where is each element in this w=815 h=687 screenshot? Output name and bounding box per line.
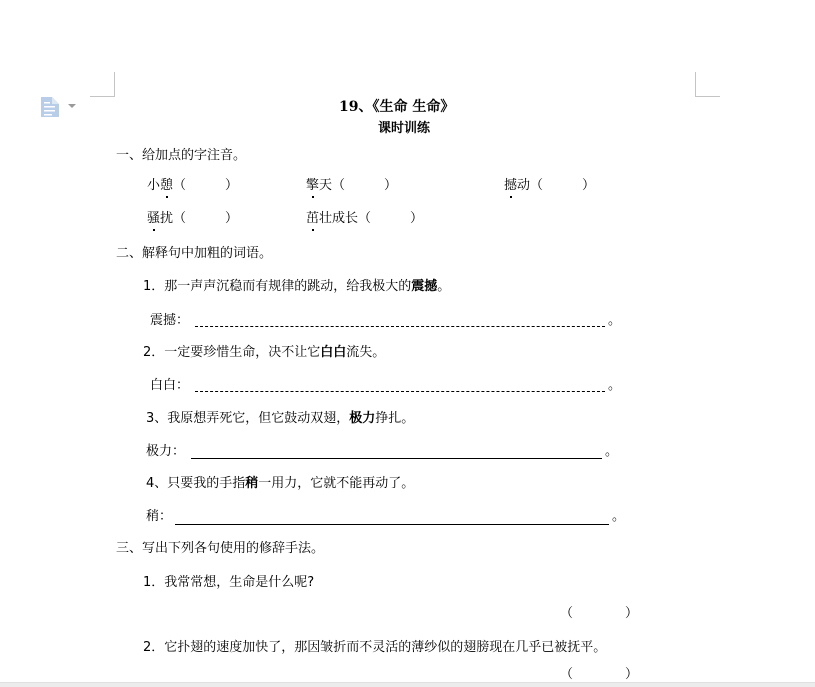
answer-blank[interactable]: （ ） — [560, 606, 639, 621]
sentence-text: 3、我原想弄死它，但它鼓动双翅， — [146, 411, 350, 426]
sentence-text: 。 — [437, 279, 451, 294]
margin-corner-top-left — [90, 72, 115, 97]
margin-corner-top-right — [695, 72, 720, 97]
item-text: 小 — [147, 178, 161, 193]
horizontal-scrollbar-track[interactable] — [0, 682, 815, 687]
dotted-char: 擎 — [306, 178, 320, 193]
pinyin-item — [147, 178, 238, 194]
answer-line[interactable] — [195, 391, 605, 392]
dotted-char: 骚 — [147, 211, 161, 226]
answer-line[interactable] — [195, 326, 605, 327]
question-sentence — [143, 279, 450, 295]
answer-end: 。 — [612, 509, 626, 524]
answer-blank[interactable]: （ ） — [560, 667, 639, 682]
answer-label: 白白： — [150, 378, 190, 393]
bold-word: 极力 — [349, 411, 376, 426]
question-sentence — [146, 411, 414, 427]
sentence-text: 挣扎。 — [375, 411, 415, 426]
sentence-text: 4、只要我的手指 — [146, 476, 246, 491]
answer-blank[interactable]: 动（ ） — [517, 178, 596, 193]
document-title: 19、《生命 生命》 — [339, 99, 455, 115]
answer-line[interactable] — [175, 524, 609, 525]
sentence-text: 1．那一声声沉稳而有规律的跳动，给我极大的 — [143, 279, 412, 294]
section2-heading: 二、解释句中加粗的词语。 — [116, 246, 273, 261]
section3-heading: 三、写出下列各句使用的修辞手法。 — [116, 541, 325, 556]
answer-label: 稍： — [146, 509, 173, 524]
chevron-down-icon[interactable] — [68, 104, 76, 108]
pinyin-item — [306, 178, 397, 194]
answer-end: 。 — [608, 313, 622, 328]
bold-word: 白白 — [320, 345, 347, 360]
dotted-char: 茁 — [306, 211, 320, 226]
dotted-char: 撼 — [504, 178, 518, 193]
answer-end: 。 — [608, 378, 622, 393]
sentence-text: 一用力，它就不能再动了。 — [258, 476, 415, 491]
answer-blank[interactable]: （ ） — [173, 178, 239, 193]
pinyin-item — [147, 211, 238, 227]
answer-blank[interactable]: 壮成长（ ） — [319, 211, 424, 226]
pinyin-item — [306, 211, 423, 227]
question-sentence: 1．我常常想，生命是什么呢? — [143, 575, 315, 590]
document-subtitle: 课时训练 — [378, 121, 431, 136]
pinyin-item — [504, 178, 595, 194]
sentence-text: 2．一定要珍惜生命，决不让它 — [143, 345, 321, 360]
bold-word: 稍 — [245, 476, 259, 491]
question-sentence — [143, 345, 385, 361]
question-sentence — [146, 476, 414, 492]
dotted-char: 憩 — [160, 178, 174, 193]
answer-end: 。 — [605, 444, 619, 459]
question-sentence: 2．它扑翅的速度加快了，那因皱折而不灵活的薄纱似的翅膀现在几乎已被抚平。 — [143, 640, 607, 655]
answer-line[interactable] — [191, 458, 602, 459]
answer-blank[interactable]: 扰（ ） — [160, 211, 239, 226]
answer-blank[interactable]: 天（ ） — [319, 178, 398, 193]
sentence-text: 流失。 — [346, 345, 386, 360]
bold-word: 震撼 — [411, 279, 438, 294]
document-icon[interactable] — [40, 96, 60, 118]
answer-label: 震撼： — [150, 313, 190, 328]
section1-heading: 一、给加点的字注音。 — [116, 148, 247, 163]
answer-label: 极力： — [146, 444, 186, 459]
